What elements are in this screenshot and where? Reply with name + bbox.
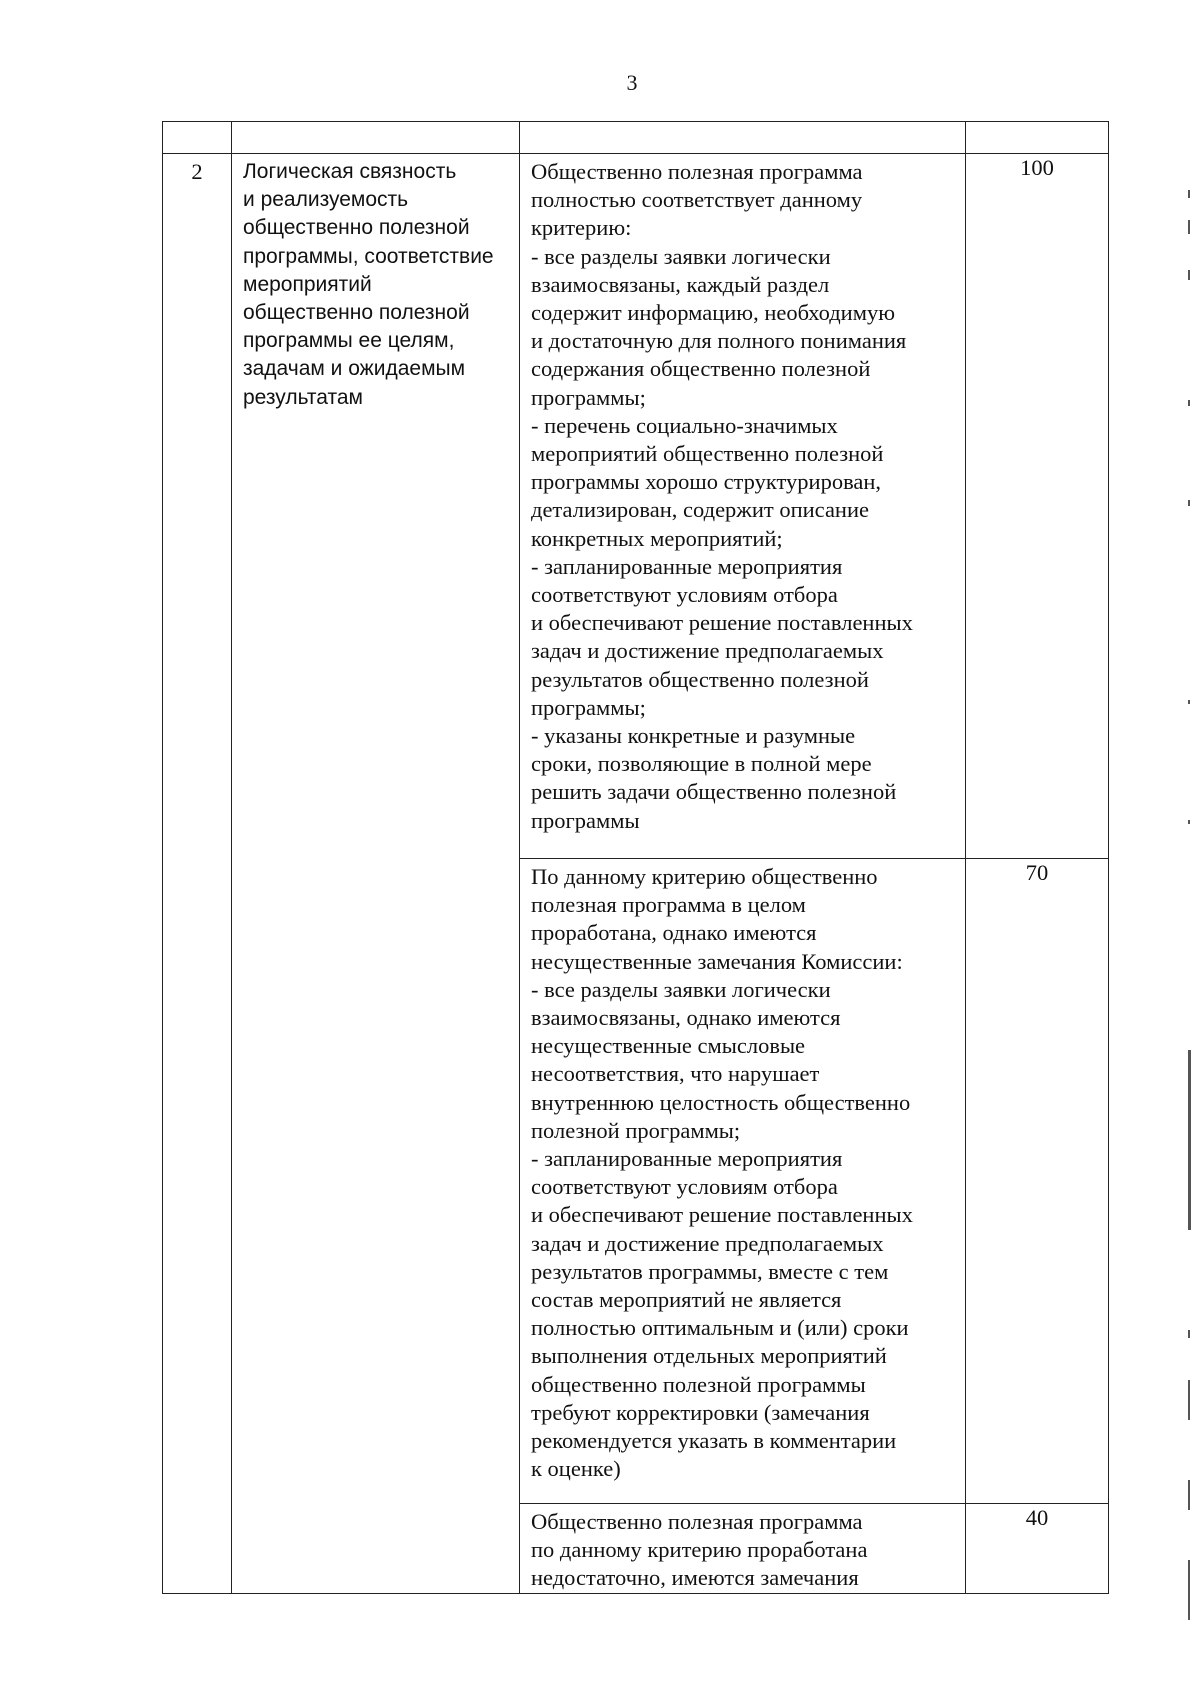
description-line: рекомендуется указать в комментарии — [531, 1428, 897, 1454]
description-line: программы; — [531, 384, 646, 410]
description-line: полезная программа в целом — [531, 892, 806, 918]
description-line: несоответствия, что нарушает — [531, 1061, 820, 1087]
description-line: программы; — [531, 694, 646, 720]
description-line: результатов общественно полезной — [531, 666, 869, 692]
criterion-line: результатам — [243, 385, 363, 409]
header-cell-description — [520, 122, 966, 154]
page-number: 3 — [626, 70, 638, 95]
description-line: и обеспечивают решение поставленных — [531, 1202, 913, 1228]
description-line: - все разделы заявки логически — [531, 243, 831, 269]
description-line: Общественно полезная программа — [531, 1509, 863, 1534]
criterion-line: мероприятий — [243, 272, 372, 296]
scan-edge-artifact — [1188, 180, 1192, 1660]
description-line: - указаны конкретные и разумные — [531, 723, 856, 749]
criterion-line: задачам и ожидаемым — [243, 357, 466, 381]
description-line: проработана, однако имеются — [531, 920, 817, 946]
description-line: соответствуют условиям отбора — [531, 582, 838, 608]
description-line: и достаточную для полного понимания — [531, 328, 907, 354]
criterion-line: программы, соответствие — [243, 244, 494, 268]
table-row — [163, 154, 1109, 859]
description-line: взаимосвязаны, каждый раздел — [531, 271, 830, 297]
description-line: несущественные замечания Комиссии: — [531, 948, 903, 974]
description-line: результатов программы, вместе с тем — [531, 1258, 889, 1284]
description-line: требуют корректировки (замечания — [531, 1399, 870, 1425]
level-description-100 — [520, 154, 966, 859]
description-line: - перечень социально-значимых — [531, 412, 838, 438]
description-line: несущественные смысловые — [531, 1033, 806, 1059]
description-line: недостаточно, имеются замечания — [531, 1565, 859, 1591]
criterion-name — [232, 154, 520, 1594]
description-line: полностью соответствует данному — [531, 187, 863, 213]
criterion-line: и реализуемость — [243, 188, 409, 212]
description-line: состав мероприятий не является — [531, 1287, 842, 1313]
score-cell: 40 — [966, 1504, 1109, 1594]
description-line: решить задачи общественно полезной — [531, 779, 897, 805]
description-line: - запланированные мероприятия — [531, 553, 843, 579]
description-line: полностью оптимальным и (или) сроки — [531, 1315, 909, 1341]
description-line: конкретных мероприятий; — [531, 525, 783, 551]
criteria-table — [162, 121, 1109, 1594]
score-cell: 70 — [966, 859, 1109, 1504]
description-line: Общественно полезная программа — [531, 159, 863, 184]
criterion-line: Логическая связность — [243, 160, 457, 183]
score-cell: 100 — [966, 154, 1109, 859]
description-line: мероприятий общественно полезной — [531, 441, 884, 467]
level-description-40 — [520, 1504, 966, 1594]
header-cell-number — [163, 122, 232, 154]
header-cell-criterion — [232, 122, 520, 154]
description-line: к оценке) — [531, 1456, 621, 1482]
table-header-row — [163, 122, 1109, 154]
description-line: - все разделы заявки логически — [531, 976, 831, 1002]
description-line: соответствуют условиям отбора — [531, 1174, 838, 1200]
description-line: задач и достижение предполагаемых — [531, 1230, 884, 1256]
description-line: полезной программы; — [531, 1117, 741, 1143]
description-line: программы — [531, 807, 640, 833]
description-line: задач и достижение предполагаемых — [531, 638, 884, 664]
description-line: взаимосвязаны, однако имеются — [531, 1005, 841, 1031]
criterion-line: общественно полезной — [243, 301, 470, 325]
description-line: критерию: — [531, 215, 632, 241]
description-line: общественно полезной программы — [531, 1371, 866, 1397]
description-line: и обеспечивают решение поставленных — [531, 610, 913, 636]
description-line: сроки, позволяющие в полной мере — [531, 751, 872, 777]
description-line: содержания общественно полезной — [531, 356, 871, 382]
level-description-70 — [520, 859, 966, 1504]
description-line: детализирован, содержит описание — [531, 497, 869, 523]
description-line: программы хорошо структурирован, — [531, 469, 882, 495]
criterion-line: общественно полезной — [243, 216, 470, 240]
description-line: - запланированные мероприятия — [531, 1146, 843, 1172]
description-line: внутреннюю целостность общественно — [531, 1089, 911, 1115]
description-line: По данному критерию общественно — [531, 864, 878, 889]
description-line: содержит информацию, необходимую — [531, 300, 895, 326]
description-line: по данному критерию проработана — [531, 1537, 868, 1563]
description-line: выполнения отдельных мероприятий — [531, 1343, 887, 1369]
header-cell-score — [966, 122, 1109, 154]
criterion-line: программы ее целям, — [243, 329, 455, 353]
row-number: 2 — [163, 154, 232, 1594]
